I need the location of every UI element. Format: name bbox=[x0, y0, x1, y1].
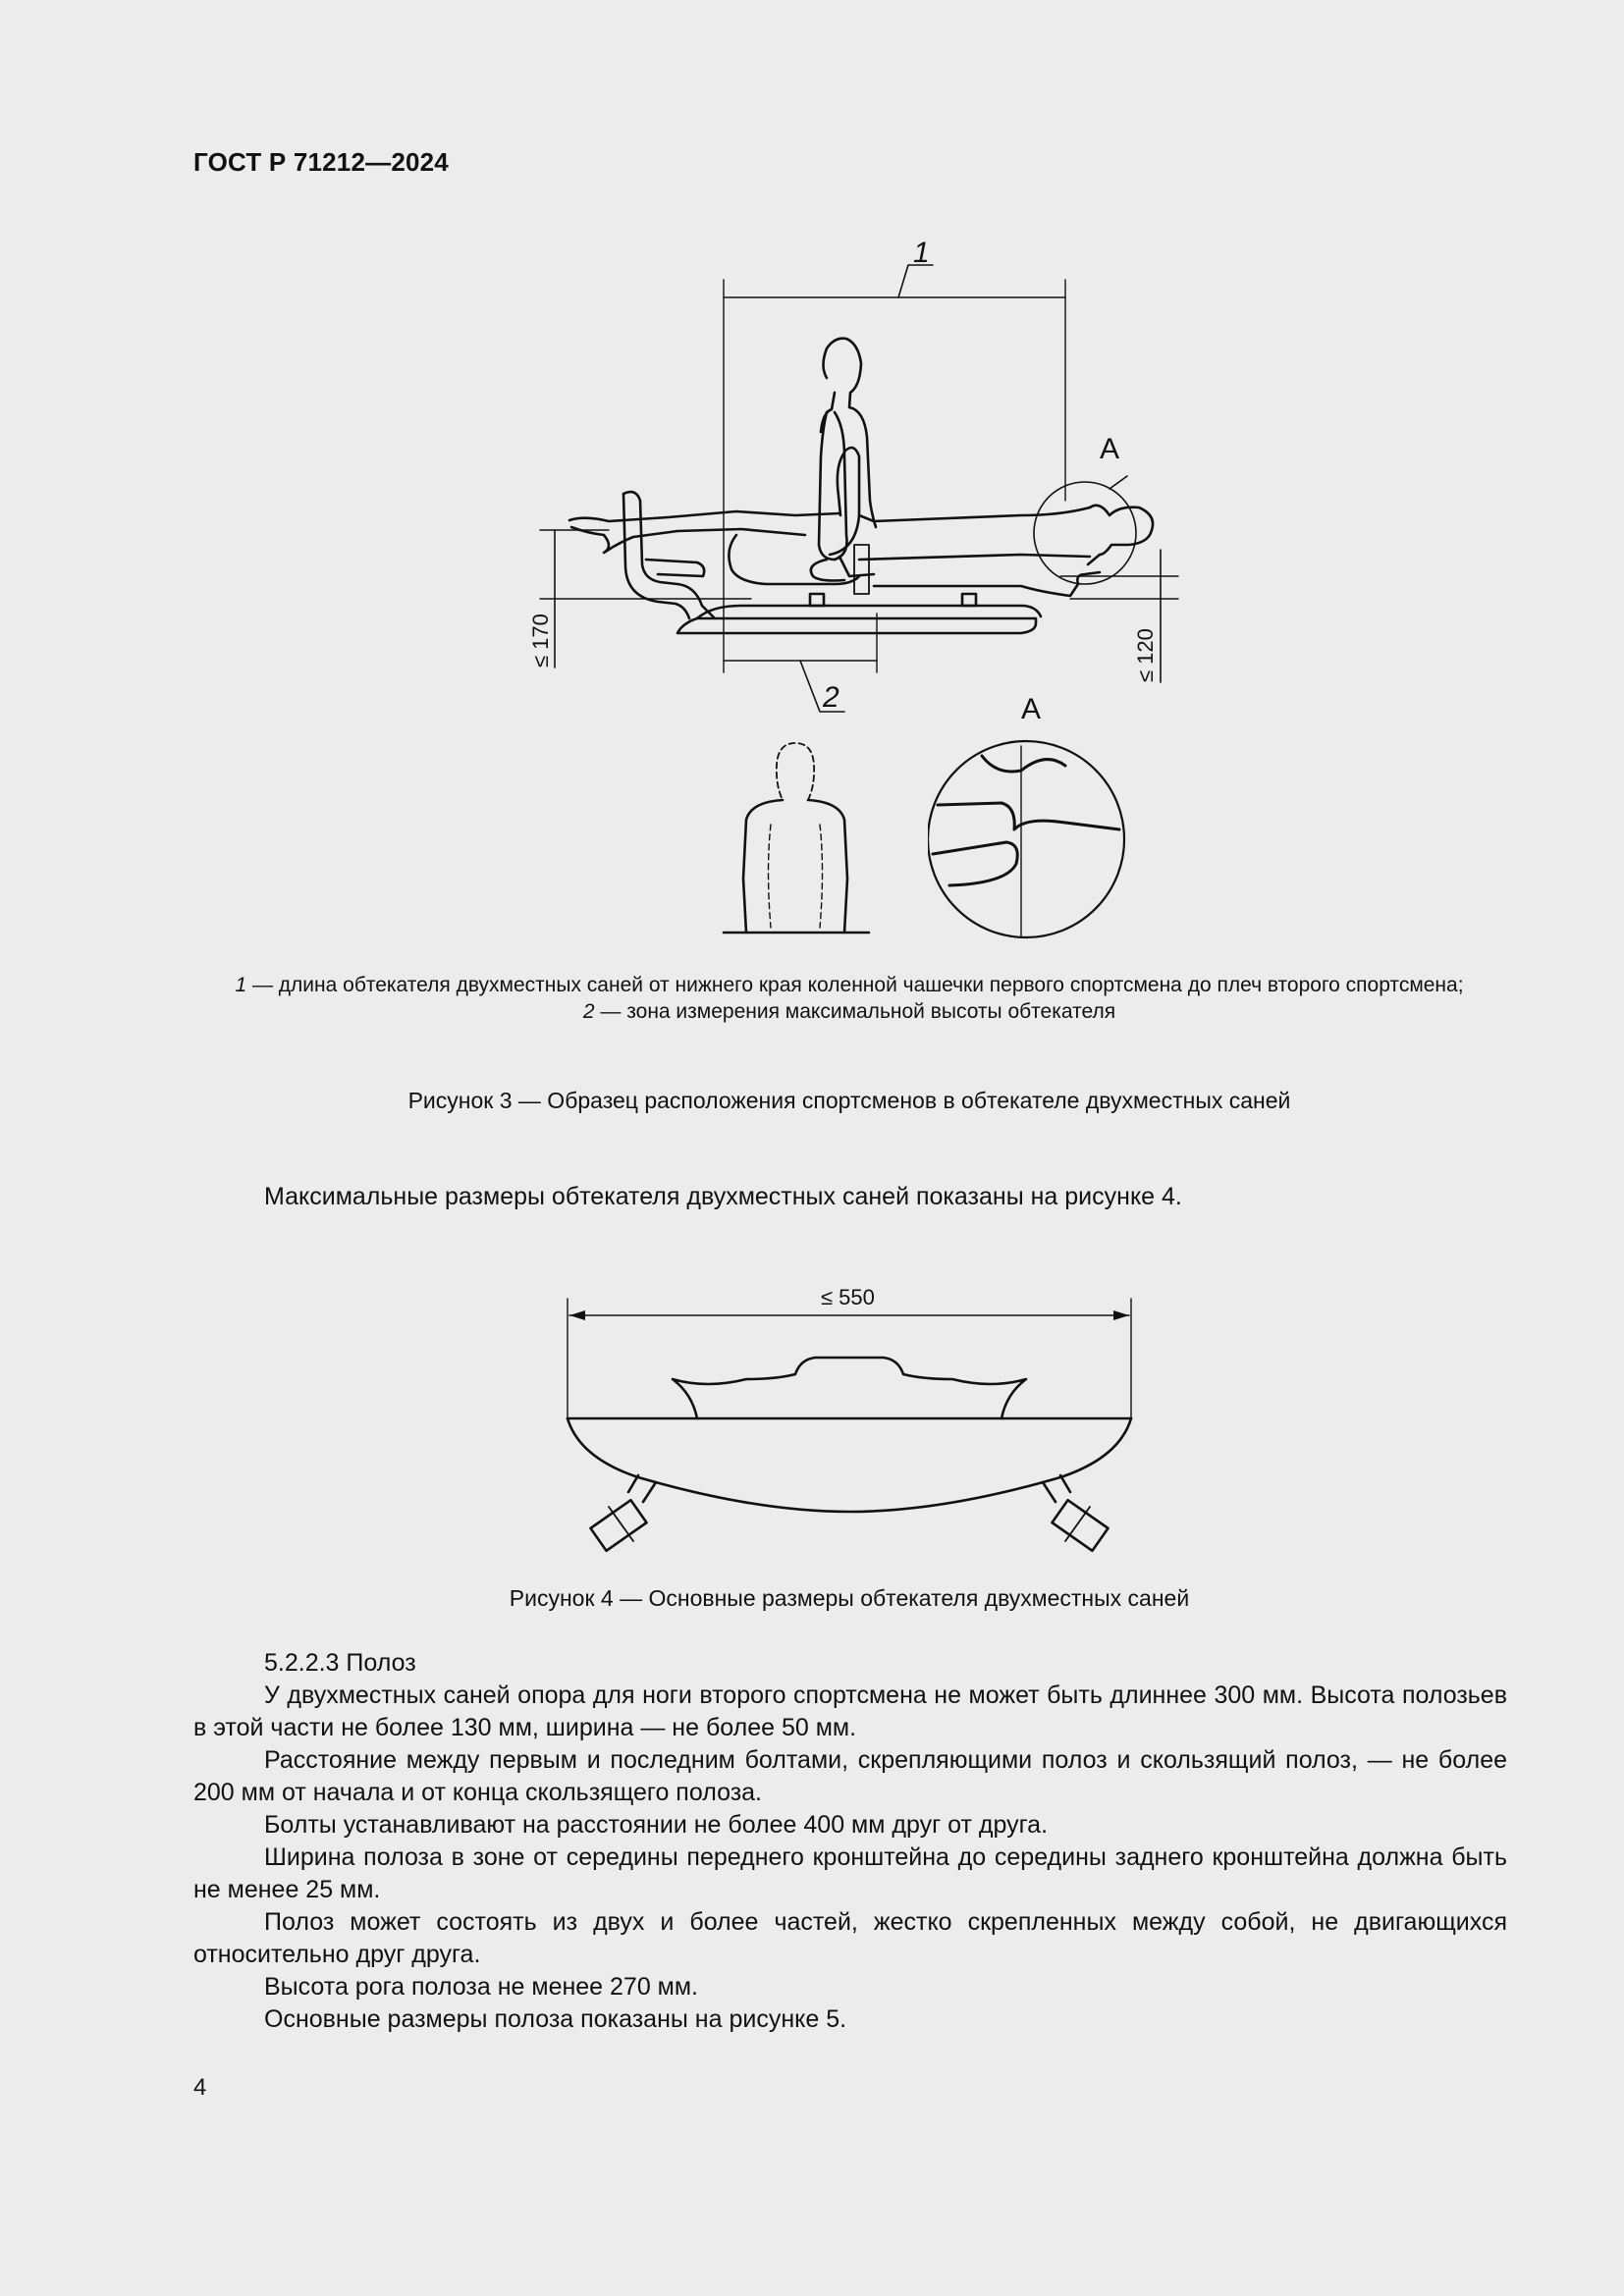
paragraph-4: Ширина полоза в зоне от середины переднего кронштейна до середины заднего кронштейна должна быть не менее 25 мм. bbox=[193, 1843, 1507, 1903]
section-heading: 5.2.2.3 Полоз bbox=[264, 1649, 416, 1677]
paragraph-7: Основные размеры полоза показаны на рисунке 5. bbox=[264, 2005, 847, 2033]
label-2: 2 bbox=[823, 681, 839, 714]
intro-paragraph bbox=[193, 1181, 1507, 1213]
figure-3-rear-view bbox=[712, 731, 879, 942]
paragraph-6: Высота рога полоза не менее 270 мм. bbox=[264, 1973, 699, 2001]
paragraph-5: Полоз может состоять из двух и более частей, жестко скрепленных между собой, не двигающихся относительно друг друга. bbox=[193, 1908, 1507, 1968]
paragraph-1: У двухместных саней опора для ноги второго спортсмена не может быть длиннее 300 мм. Высота полозьев в этой части не более 130 мм, ширина — не более 50 мм. bbox=[193, 1682, 1507, 1741]
dim-550: ≤ 550 bbox=[821, 1285, 875, 1309]
figure-4-caption: Рисунок 4 — Основные размеры обтекателя двухместных саней bbox=[509, 1585, 1190, 1611]
paragraph-2: Расстояние между первым и последним болтами, скрепляющими полоз и скользящий полоз, — не более 200 мм от начала и от конца скользящего полоза. bbox=[193, 1746, 1507, 1806]
legend-item-2 bbox=[187, 998, 1512, 1025]
label-A: A bbox=[1100, 433, 1120, 465]
figure-3-detail-A bbox=[928, 687, 1144, 952]
dim-170: ≤ 170 bbox=[528, 614, 553, 667]
intro-text: Максимальные размеры обтекателя двухместных саней показаны на рисунке 4. bbox=[264, 1183, 1182, 1210]
figure-3-legend bbox=[187, 972, 1512, 1025]
detail-A-label: A bbox=[1021, 693, 1042, 725]
label-1: 1 bbox=[913, 237, 930, 269]
document-header: ГОСТ Р 71212—2024 bbox=[193, 147, 449, 177]
section-5223 bbox=[193, 1647, 1507, 2036]
legend-2-num: 2 bbox=[582, 1000, 595, 1023]
figure-4 bbox=[560, 1281, 1149, 1566]
legend-1-num: 1 bbox=[235, 974, 247, 996]
figure-3-side-view bbox=[511, 221, 1198, 731]
paragraph-3: Болты устанавливают на расстоянии не более 400 мм друг от друга. bbox=[264, 1811, 1049, 1839]
legend-item-1 bbox=[187, 972, 1512, 998]
figure-3-caption: Рисунок 3 — Образец расположения спортсменов в обтекателе двухместных саней bbox=[407, 1088, 1291, 1113]
page-number: 4 bbox=[193, 2074, 207, 2101]
legend-2-text: — зона измерения максимальной высоты обтекателя bbox=[594, 1000, 1116, 1023]
legend-1-text: — длина обтекателя двухместных саней от нижнего края коленной чашечки первого спортсмена до плеч второго спортсмена; bbox=[246, 974, 1464, 996]
dim-120: ≤ 120 bbox=[1133, 628, 1158, 682]
